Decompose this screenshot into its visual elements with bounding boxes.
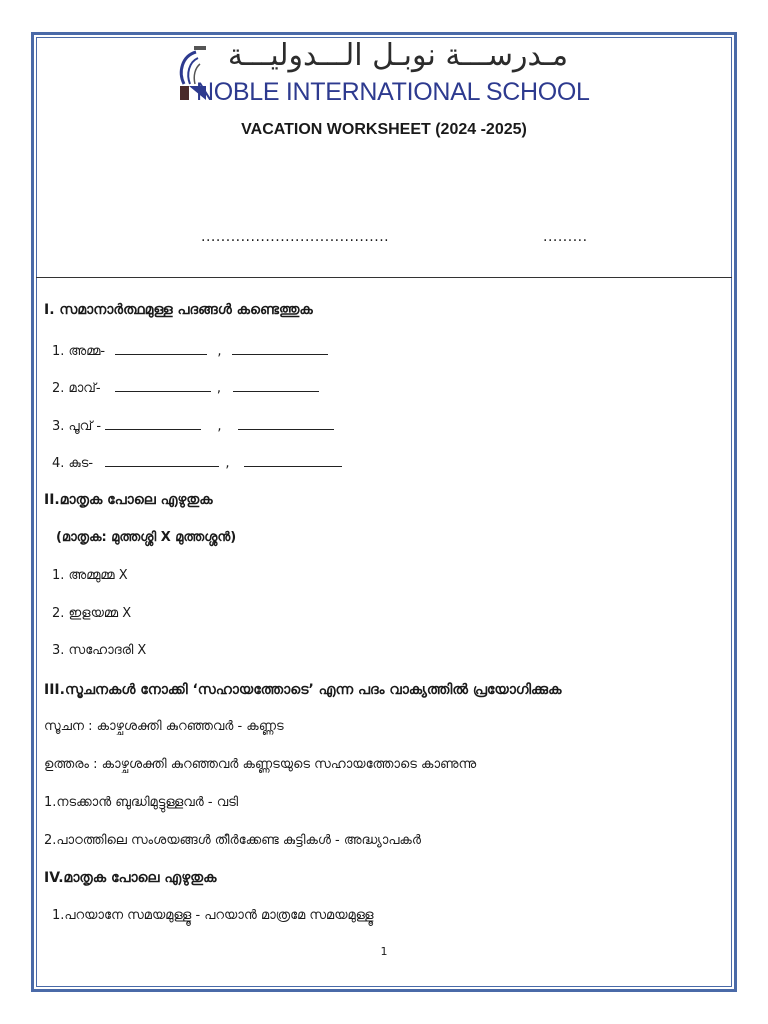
section-3-item: 2.പാഠത്തിലെ സംശയങ്ങൾ തീർക്കേണ്ട കുട്ടികൾ - അദ്ധ്യാപകർ — [44, 833, 421, 848]
section-2-item: 3. സഹോദരി X — [52, 643, 147, 658]
item-label: 2. മാവ്- — [52, 381, 101, 396]
answer-blank[interactable] — [105, 419, 201, 430]
section-4-item: 1.പറയാനേ സമയമുള്ളൂ - പറയാൻ മാത്രമേ സമയമുള്ളൂ — [52, 908, 374, 923]
header-divider — [36, 277, 732, 278]
section-1-item — [52, 456, 342, 471]
answer-blank[interactable] — [115, 381, 211, 392]
name-dotted-line: ...................................... — [201, 229, 390, 245]
answer-blank[interactable] — [233, 381, 319, 392]
item-separator: , — [225, 456, 230, 471]
page-number: 1 — [380, 945, 388, 958]
answer-blank[interactable] — [232, 344, 328, 355]
roll-dotted-line: ......... — [543, 229, 588, 245]
section-3-hint: സൂചന : കാഴ്ചശക്തി കുറഞ്ഞവർ - കണ്ണട — [44, 719, 284, 734]
section-4-heading: IV.മാതൃക പോലെ എഴുതുക — [44, 870, 217, 886]
item-label: 1. അമ്മ- — [52, 344, 106, 359]
section-3-item: 1.നടക്കാൻ ബുദ്ധിമുട്ടുള്ളവർ - വടി — [44, 795, 239, 810]
section-2-model: (മാതൃക: മുത്തശ്ശി X മുത്തശ്ശൻ) — [56, 530, 237, 545]
item-separator: , — [217, 419, 222, 434]
section-1-heading: I. സമാനാർത്ഥമുള്ള പദങ്ങൾ കണ്ടെത്തുക — [44, 302, 313, 318]
section-2-heading: II.മാതൃക പോലെ എഴുതുക — [44, 492, 213, 508]
section-1-item — [52, 419, 334, 434]
section-3-answer: ഉത്തരം : കാഴ്ചശക്തി കുറഞ്ഞവർ കണ്ണടയുടെ സഹായത്തോടെ കാണുന്നു — [44, 757, 477, 772]
section-3-heading: III.സൂചനകൾ നോക്കി ‘സഹായത്തോടെ’ എന്ന പദം വാക്യത്തിൽ പ്രയോഗിക്കുക — [44, 682, 562, 698]
answer-blank[interactable] — [238, 419, 334, 430]
school-name-arabic: مـدرســـة نوبـل الـــدوليـــة — [227, 38, 569, 73]
worksheet-title: VACATION WORKSHEET (2024 -2025) — [241, 121, 527, 138]
answer-blank[interactable] — [244, 456, 342, 467]
section-1-item — [52, 381, 319, 396]
section-1-item — [52, 344, 328, 359]
item-label: 4. കുട- — [52, 456, 94, 471]
section-2-item: 1. അമ്മുമ്മ X — [52, 568, 128, 583]
answer-blank[interactable] — [105, 456, 219, 467]
item-separator: , — [216, 381, 221, 396]
section-2-item: 2. ഇളയമ്മ X — [52, 606, 132, 621]
item-separator: , — [217, 344, 222, 359]
item-label: 3. പൂവ് - — [52, 419, 102, 434]
answer-blank[interactable] — [115, 344, 207, 355]
school-name: NOBLE INTERNATIONAL SCHOOL — [196, 78, 590, 106]
